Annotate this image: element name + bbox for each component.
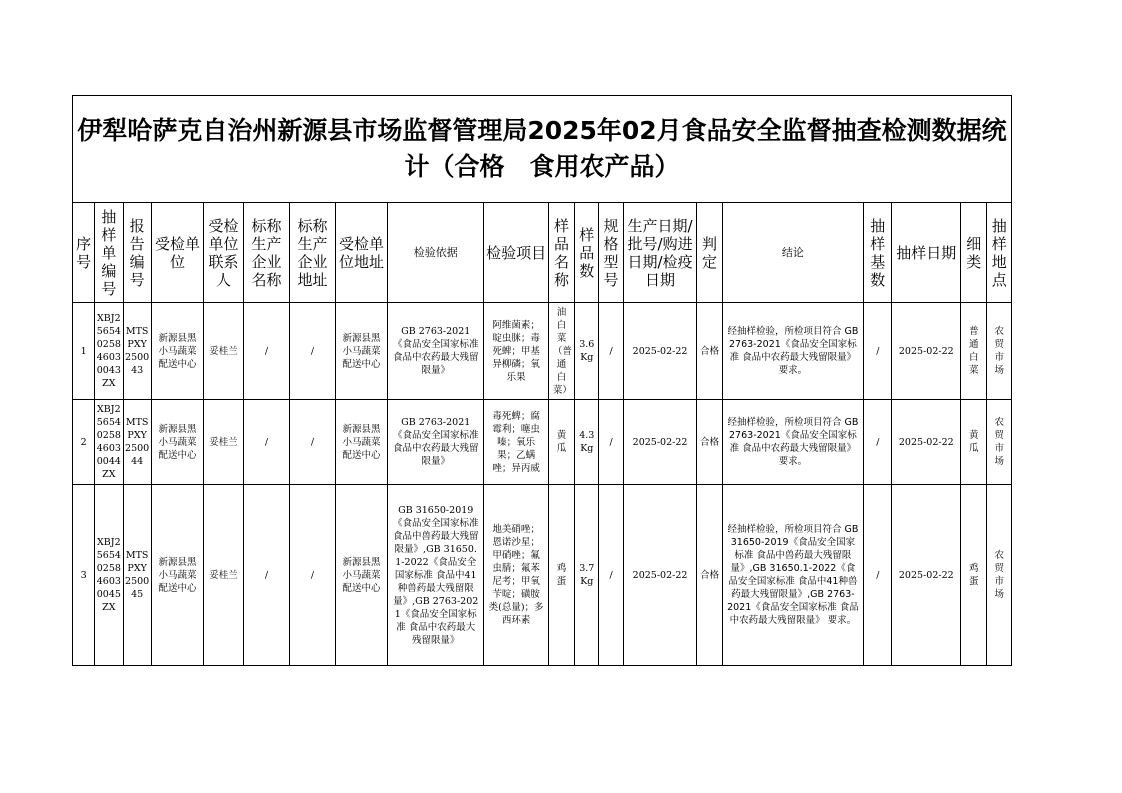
unit-addr-cell: 新源县黑小马蔬菜配送中心 [335,485,388,666]
header-cell: 样品数 [575,203,599,303]
mfr-addr-cell: / [290,303,335,400]
sample-cell: 黄瓜 [548,400,574,485]
conclusion-cell: 经抽样检验，所检项目符合 GB 2763-2021《食品安全国家标准 食品中农药最大残留限量》 要求。 [722,303,863,400]
contact-cell: 妥桂兰 [204,303,243,400]
mfr-name-cell: / [243,485,289,666]
report-no-cell: MTSPXY250045 [123,485,151,666]
unit-cell: 新源县黑小马蔬菜配送中心 [151,400,204,485]
base-cell: / [864,485,892,666]
judge-cell: 合格 [697,485,722,666]
table-row [73,303,1012,400]
table-row [73,485,1012,666]
spec-cell: / [599,400,623,485]
items-cell: 毒死蜱；腐霉利；噻虫嗪；氧乐果；乙螨唑；异丙威 [484,400,549,485]
header-cell: 细类 [961,203,987,303]
sample-date-cell: 2025-02-22 [892,303,961,400]
sample-cell: 鸡蛋 [548,485,574,666]
basis-cell: GB 2763-2021《食品安全国家标准 食品中农药最大残留限量》 [388,303,484,400]
date-cell: 2025-02-22 [623,400,697,485]
spec-cell: / [599,303,623,400]
qty-cell: 3.7Kg [575,485,599,666]
sample-cell: 油白菜（普通白菜） [548,303,574,400]
mfr-addr-cell: / [290,485,335,666]
mfr-name-cell: / [243,400,289,485]
place-cell: 农贸市场 [987,485,1012,666]
header-cell: 序号 [73,203,95,303]
basis-cell: GB 31650-2019《食品安全国家标准 食品中兽药最大残留限量》,GB 31650.1-2022《食品安全国家标准 食品中41种兽药最大残留限量》,GB 2763-2021《食品安全国家标准 食品中农药最大残留限量》 [388,485,484,666]
seq-cell: 2 [73,400,95,485]
seq-cell: 3 [73,485,95,666]
mfr-addr-cell: / [290,400,335,485]
header-cell: 标称生产企业名称 [243,203,289,303]
header-row [73,203,1012,303]
place-cell: 农贸市场 [987,400,1012,485]
judge-cell: 合格 [697,303,722,400]
page-title: 伊犁哈萨克自治州新源县市场监督管理局2025年02月食品安全监督抽查检测数据统计（合格 食用农产品） [73,96,1012,203]
judge-cell: 合格 [697,400,722,485]
unit-cell: 新源县黑小马蔬菜配送中心 [151,303,204,400]
category-cell: 普通白菜 [961,303,987,400]
header-cell: 受检单位地址 [335,203,388,303]
sample-date-cell: 2025-02-22 [892,400,961,485]
header-cell: 样品名称 [548,203,574,303]
items-cell: 地美硝唑；恩诺沙星；甲硝唑；氟虫腈；氟苯尼考；甲氧苄啶；磺胺类(总量)；多西环素 [484,485,549,666]
header-cell: 受检单位 [151,203,204,303]
header-cell: 抽样基数 [864,203,892,303]
spec-cell: / [599,485,623,666]
unit-cell: 新源县黑小马蔬菜配送中心 [151,485,204,666]
sample-no-cell: XBJ25654025846030043ZX [95,303,123,400]
sample-no-cell: XBJ25654025846030044ZX [95,400,123,485]
place-cell: 农贸市场 [987,303,1012,400]
sample-date-cell: 2025-02-22 [892,485,961,666]
contact-cell: 妥桂兰 [204,485,243,666]
header-cell: 报告编号 [123,203,151,303]
conclusion-cell: 经抽样检验，所检项目符合 GB 31650-2019《食品安全国家标准 食品中兽药最大残留限量》,GB 31650.1-2022《食品安全国家标准 食品中41种兽药最大残留限量》,GB 2763-2021《食品安全国家标准 食品中农药最大残留限量》 要求。 [722,485,863,666]
report-no-cell: MTSPXY250043 [123,303,151,400]
header-cell: 抽样单编号 [95,203,123,303]
header-cell: 规格型号 [599,203,623,303]
inspection-table [72,95,1012,666]
sample-no-cell: XBJ25654025846030045ZX [95,485,123,666]
table-row [73,400,1012,485]
base-cell: / [864,400,892,485]
category-cell: 鸡蛋 [961,485,987,666]
qty-cell: 3.6Kg [575,303,599,400]
qty-cell: 4.3Kg [575,400,599,485]
contact-cell: 妥桂兰 [204,400,243,485]
header-cell: 受检单位联系人 [204,203,243,303]
mfr-name-cell: / [243,303,289,400]
header-cell: 抽样日期 [892,203,961,303]
header-cell: 检验依据 [388,203,484,303]
report-no-cell: MTSPXY250044 [123,400,151,485]
base-cell: / [864,303,892,400]
category-cell: 黄瓜 [961,400,987,485]
header-cell: 检验项目 [484,203,549,303]
header-cell: 判定 [697,203,722,303]
header-cell: 生产日期/批号/购进日期/检疫日期 [623,203,697,303]
unit-addr-cell: 新源县黑小马蔬菜配送中心 [335,400,388,485]
unit-addr-cell: 新源县黑小马蔬菜配送中心 [335,303,388,400]
header-cell: 结论 [722,203,863,303]
conclusion-cell: 经抽样检验，所检项目符合 GB 2763-2021《食品安全国家标准 食品中农药最大残留限量》 要求。 [722,400,863,485]
header-cell: 标称生产企业地址 [290,203,335,303]
date-cell: 2025-02-22 [623,485,697,666]
date-cell: 2025-02-22 [623,303,697,400]
header-cell: 抽样地点 [987,203,1012,303]
seq-cell: 1 [73,303,95,400]
items-cell: 阿维菌素；啶虫脒；毒死蜱；甲基异柳磷；氧乐果 [484,303,549,400]
basis-cell: GB 2763-2021《食品安全国家标准 食品中农药最大残留限量》 [388,400,484,485]
